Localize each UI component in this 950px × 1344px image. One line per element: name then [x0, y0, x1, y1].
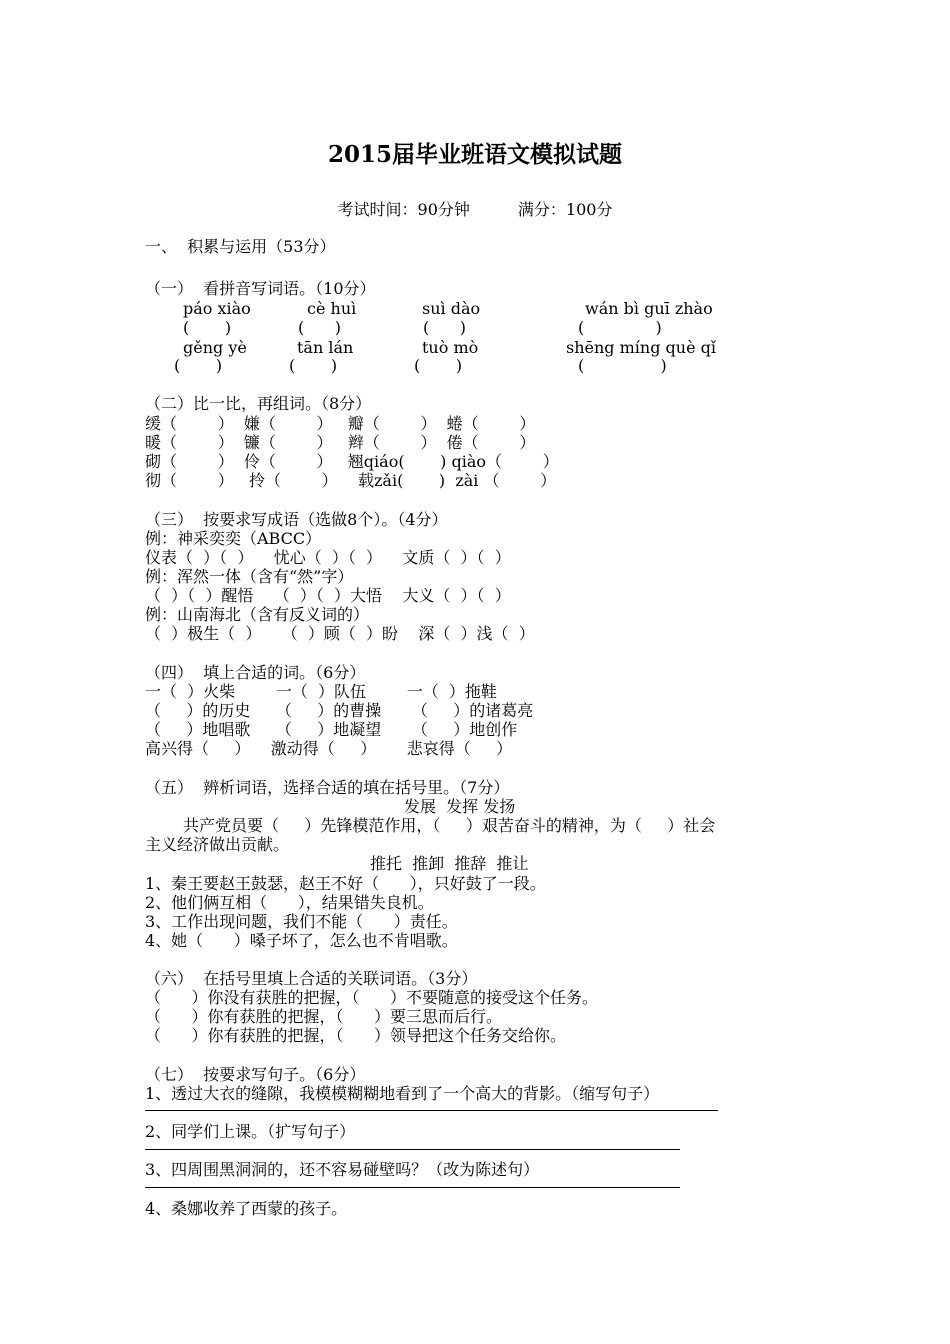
exam-time: 考试时间：90分钟: [337, 200, 470, 219]
s2-row: 缓（ ） 嫌（ ） 瓣（ ） 蜷（ ）: [145, 414, 536, 433]
blank: ( ): [578, 318, 662, 337]
exam-info: [0, 197, 950, 220]
answer-line: [145, 1110, 718, 1111]
pinyin-2-1: gěng yè: [183, 338, 247, 357]
s5-word-group-2: 推托 推卸 推辞 推让: [370, 854, 529, 873]
part1-heading: 一、 积累与运用（53分）: [145, 237, 336, 256]
pinyin-2-3: tuò mò: [422, 338, 479, 357]
s2-heading: （二）比一比，再组词。（8分）: [145, 394, 372, 413]
exam-title: 2015届毕业班语文模拟试题: [327, 141, 622, 168]
pinyin-1-2: cè huì: [307, 299, 357, 318]
blank: ( ): [423, 318, 466, 337]
s5-item: 1、秦王要赵王鼓瑟，赵王不好（ ），只好鼓了一段。: [145, 874, 546, 893]
s7-item: 4、桑娜收养了西蒙的孩子。: [145, 1199, 348, 1218]
s5-heading: （五） 辨析词语，选择合适的填在括号里。（7分）: [145, 778, 510, 797]
s6-item: （ ）你有获胜的把握，（ ）领导把这个任务交给你。: [145, 1026, 567, 1045]
blank: ( ): [289, 356, 338, 375]
s6-heading: （六） 在括号里填上合适的关联词语。（3分）: [145, 969, 478, 988]
s7-heading: （七） 按要求写句子。（6分）: [145, 1065, 366, 1084]
s3-heading: （三） 按要求写成语（选做8个）。（4分）: [145, 510, 448, 529]
s4-line: 一（ ）火柴 一（ ）队伍 一（ ）拖鞋: [145, 682, 497, 701]
full-score: 满分：100分: [517, 200, 613, 219]
blank: ( ): [298, 318, 341, 337]
s4-line: （ ）地唱歌 （ ）地凝望 （ ）地创作: [145, 720, 518, 739]
s7-item: 2、同学们上课。（扩写句子）: [145, 1122, 356, 1141]
s4-line: （ ）的历史 （ ）的曹操 （ ）的诸葛亮: [145, 701, 534, 720]
s3-line: 例：神采奕奕（ABCC）: [145, 529, 322, 548]
s2-row: 暖（ ） 镰（ ） 辫（ ） 倦（ ）: [145, 433, 536, 452]
blank: ( ): [174, 356, 223, 375]
s5-item: 4、她（ ）嗓子坏了，怎么也不肯唱歌。: [145, 931, 458, 950]
s5-word-group-1: 发展 发挥 发扬: [404, 797, 516, 816]
blank: ( ): [183, 318, 232, 337]
s4-heading: （四） 填上合适的词。（6分）: [145, 663, 366, 682]
pinyin-2-2: tān lán: [297, 338, 354, 357]
pinyin-1-4: wán bì guī zhào: [585, 299, 713, 318]
s6-item: （ ）你没有获胜的把握，（ ）不要随意的接受这个任务。: [145, 988, 599, 1007]
s5-item: 2、他们俩互相（ ），结果错失良机。: [145, 893, 434, 912]
s7-item: 1、透过大衣的缝隙，我模模糊糊地看到了一个高大的背影。（缩写句子）: [145, 1084, 660, 1103]
s3-line: （ ）（ ）醒悟 （ ）（ ）大悟 大义（ ）（ ）: [145, 586, 511, 605]
s4-line: 高兴得（ ） 激动得（ ） 悲哀得（ ）: [145, 739, 513, 758]
s3-line: 例：山南海北（含有反义词的）: [145, 605, 370, 624]
s5-sentence-1: 共产党员要（ ）先锋模范作用，（ ）艰苦奋斗的精神，为（ ）社会: [183, 816, 716, 835]
blank: ( ): [578, 356, 667, 375]
s2-row: 砌（ ） 伶（ ） 翘qiáo( ) qiào（ ）: [145, 452, 559, 471]
pinyin-1-1: páo xiào: [183, 299, 251, 318]
s1-heading: （一） 看拼音写词语。（10分）: [145, 279, 376, 298]
s2-row: 彻（ ） 拎（ ） 载zǎi( ) zài （ ）: [145, 471, 557, 490]
s5-sentence-1-cont: 主义经济做出贡献。: [145, 835, 290, 854]
s3-line: （ ）极生（ ） （ ）顾（ ）盼 深（ ）浅（ ）: [145, 624, 535, 643]
s7-item: 3、四周围黑洞洞的，还不容易碰壁吗？（改为陈述句）: [145, 1160, 540, 1179]
blank: ( ): [414, 356, 463, 375]
s3-line: 仪表（ ）（ ） 忧心（ ）（ ） 文质（ ）（ ）: [145, 548, 511, 567]
pinyin-2-4: shēng míng què qǐ: [566, 338, 716, 357]
s3-line: 例：浑然一体（含有“然”字）: [145, 567, 354, 586]
s5-item: 3、工作出现问题，我们不能（ ）责任。: [145, 912, 458, 931]
answer-line: [145, 1149, 680, 1150]
pinyin-1-3: suì dào: [422, 299, 481, 318]
s6-item: （ ）你有获胜的把握，（ ）要三思而后行。: [145, 1007, 503, 1026]
answer-line: [145, 1187, 680, 1188]
